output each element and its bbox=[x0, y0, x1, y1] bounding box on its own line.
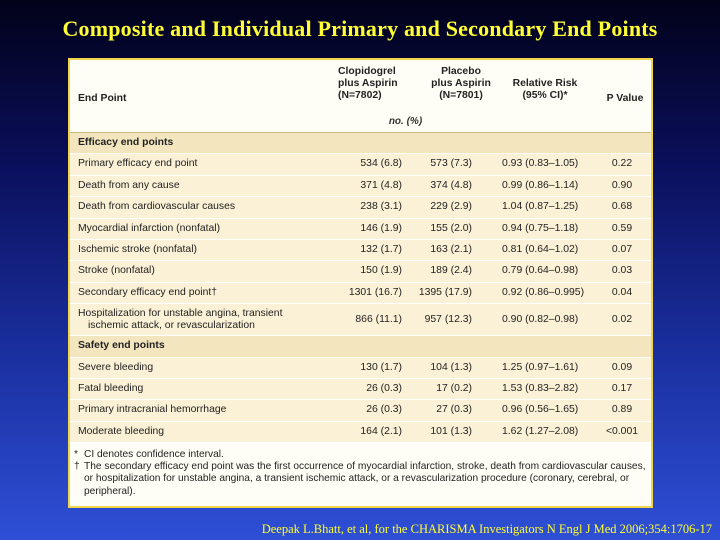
table-row bbox=[70, 379, 651, 400]
cell-p-value: 0.17 bbox=[611, 382, 633, 394]
footnote-text: The secondary efficacy end point was the first occurrence of myocardial infarction, stroke, death from cardiovascular causes, or hospitalization for unstable angina, a transient ischemic attack, or a revascularization procedure (coronary, cerebral, or peripheral). bbox=[84, 461, 646, 497]
cell-clopidogrel: 534 (6.8) bbox=[360, 158, 402, 170]
results-table bbox=[68, 58, 653, 508]
cell-placebo: 27 (0.3) bbox=[436, 404, 472, 416]
header-placebo: Placebo plus Aspirin (N=7801) bbox=[431, 66, 491, 101]
header-p-value: P Value bbox=[606, 93, 644, 104]
cell-relative-risk: 0.81 (0.64–1.02) bbox=[502, 243, 579, 255]
section-header bbox=[70, 133, 651, 154]
row-label: Primary intracranial hemorrhage bbox=[78, 404, 227, 416]
cell-p-value: 0.04 bbox=[611, 286, 633, 298]
table-row bbox=[70, 283, 651, 304]
header-end-point: End Point bbox=[78, 93, 127, 104]
footnote bbox=[74, 461, 649, 498]
cell-clopidogrel: 164 (2.1) bbox=[360, 425, 402, 437]
cell-placebo: 17 (0.2) bbox=[436, 382, 472, 394]
row-label: Fatal bleeding bbox=[78, 382, 144, 394]
cell-p-value: 0.59 bbox=[611, 222, 633, 234]
cell-p-value: 0.22 bbox=[611, 158, 633, 170]
header-relative-risk: Relative Risk (95% CI)* bbox=[512, 78, 578, 101]
citation: Deepak L.Bhatt, et al, for the CHARISMA Investigators N Engl J Med 2006;354:1706-17 bbox=[261, 522, 712, 536]
cell-relative-risk: 1.62 (1.27–2.08) bbox=[502, 425, 579, 437]
cell-p-value: 0.89 bbox=[611, 404, 633, 416]
row-label: Secondary efficacy end point† bbox=[78, 286, 218, 298]
cell-placebo: 163 (2.1) bbox=[430, 243, 472, 255]
footnote-mark: * bbox=[74, 449, 78, 460]
cell-p-value: 0.03 bbox=[611, 265, 633, 277]
cell-clopidogrel: 866 (11.1) bbox=[355, 314, 402, 326]
cell-relative-risk: 0.79 (0.64–0.98) bbox=[502, 265, 579, 277]
cell-clopidogrel: 26 (0.3) bbox=[366, 382, 402, 394]
cell-placebo: 573 (7.3) bbox=[430, 158, 472, 170]
row-label: Stroke (nonfatal) bbox=[78, 265, 155, 277]
row-label: Severe bleeding bbox=[78, 361, 154, 373]
row-label: Death from cardiovascular causes bbox=[78, 201, 236, 213]
cell-clopidogrel: 150 (1.9) bbox=[360, 265, 402, 277]
row-label: Ischemic stroke (nonfatal) bbox=[78, 243, 197, 255]
table-header bbox=[70, 60, 651, 132]
table-row bbox=[70, 197, 651, 218]
units-label: no. (%) bbox=[388, 116, 423, 127]
section-label: Safety end points bbox=[78, 340, 165, 352]
cell-clopidogrel: 371 (4.8) bbox=[360, 179, 402, 191]
cell-relative-risk: 0.96 (0.56–1.65) bbox=[502, 404, 579, 416]
row-label: Moderate bleeding bbox=[78, 425, 165, 437]
footnote-mark: † bbox=[74, 461, 80, 473]
cell-clopidogrel: 238 (3.1) bbox=[360, 201, 402, 213]
section-header bbox=[70, 336, 651, 357]
cell-relative-risk: 0.93 (0.83–1.05) bbox=[502, 158, 579, 170]
table-row bbox=[70, 261, 651, 282]
table-row bbox=[70, 219, 651, 240]
row-label: Primary efficacy end point bbox=[78, 158, 198, 170]
cell-placebo: 155 (2.0) bbox=[430, 222, 472, 234]
table-body bbox=[70, 133, 651, 443]
section-label: Efficacy end points bbox=[78, 137, 174, 148]
cell-p-value: 0.68 bbox=[611, 201, 633, 213]
cell-clopidogrel: 1301 (16.7) bbox=[348, 286, 402, 298]
cell-relative-risk: 0.92 (0.86–0.995) bbox=[502, 286, 585, 298]
cell-relative-risk: 0.94 (0.75–1.18) bbox=[502, 222, 579, 234]
cell-placebo: 101 (1.3) bbox=[430, 425, 472, 437]
row-label: Myocardial infarction (nonfatal) bbox=[78, 222, 221, 234]
cell-relative-risk: 1.25 (0.97–1.61) bbox=[502, 361, 579, 373]
row-label: Hospitalization for unstable angina, transient ischemic attack, or revascularization bbox=[78, 308, 283, 332]
cell-clopidogrel: 130 (1.7) bbox=[360, 361, 402, 373]
table-row bbox=[70, 422, 651, 443]
table-row bbox=[70, 240, 651, 261]
footnotes bbox=[74, 449, 649, 498]
cell-clopidogrel: 26 (0.3) bbox=[366, 404, 402, 416]
cell-p-value: 0.90 bbox=[611, 179, 633, 191]
cell-relative-risk: 0.99 (0.86–1.14) bbox=[502, 179, 579, 191]
cell-p-value: 0.07 bbox=[611, 243, 633, 255]
cell-relative-risk: 0.90 (0.82–0.98) bbox=[502, 314, 579, 326]
table-row bbox=[70, 154, 651, 175]
cell-placebo: 189 (2.4) bbox=[430, 265, 472, 277]
cell-placebo: 104 (1.3) bbox=[430, 361, 472, 373]
footnote-text: CI denotes confidence interval. bbox=[84, 449, 224, 460]
cell-p-value: <0.001 bbox=[605, 425, 639, 437]
slide-title: Composite and Individual Primary and Secondary End Points bbox=[62, 16, 658, 41]
cell-clopidogrel: 132 (1.7) bbox=[360, 243, 402, 255]
table-row bbox=[70, 304, 651, 336]
table-row bbox=[70, 176, 651, 197]
cell-relative-risk: 1.53 (0.83–2.82) bbox=[502, 382, 579, 394]
cell-relative-risk: 1.04 (0.87–1.25) bbox=[502, 201, 579, 213]
cell-placebo: 374 (4.8) bbox=[430, 179, 472, 191]
cell-placebo: 229 (2.9) bbox=[430, 201, 472, 213]
table-row bbox=[70, 400, 651, 421]
cell-p-value: 0.09 bbox=[611, 361, 633, 373]
cell-clopidogrel: 146 (1.9) bbox=[360, 222, 402, 234]
header-clopidogrel: Clopidogrel plus Aspirin (N=7802) bbox=[338, 66, 398, 101]
cell-p-value: 0.02 bbox=[611, 314, 633, 326]
row-label: Death from any cause bbox=[78, 179, 180, 191]
cell-placebo: 957 (12.3) bbox=[424, 314, 472, 326]
table-row bbox=[70, 358, 651, 379]
footnote bbox=[74, 449, 649, 461]
cell-placebo: 1395 (17.9) bbox=[418, 286, 472, 298]
